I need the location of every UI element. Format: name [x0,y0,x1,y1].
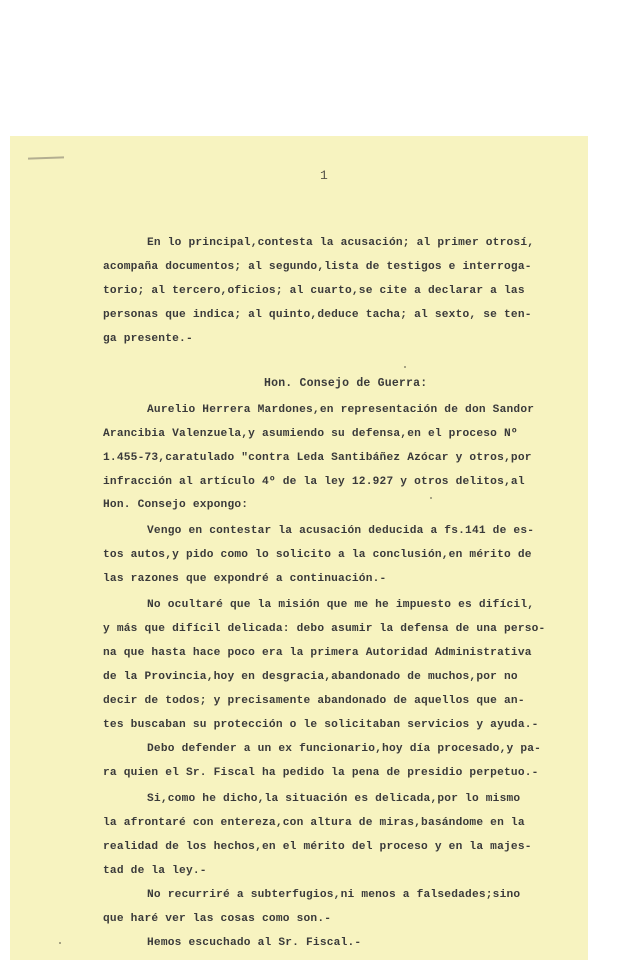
body-line: No ocultaré que la misión que me he impuesto es difícil, [147,599,535,611]
body-line: Hemos escuchado al Sr. Fiscal.- [147,937,362,949]
body-line: realidad de los hechos,en el mérito del proceso y en la majes- [103,841,532,853]
body-line: tos autos,y pido como lo solicito a la conclusión,en mérito de [103,549,532,561]
body-line: decir de todos; y precisamente abandonado de aquellos que an- [103,695,525,707]
body-line: na que hasta hace poco era la primera Autoridad Administrativa [103,647,532,659]
body-line: Debo defender a un ex funcionario,hoy día procesado,y pa- [147,743,542,755]
body-line: las razones que expondré a continuación.- [103,573,387,585]
body-line: que haré ver las cosas como son.- [103,913,332,925]
summary-line: personas que indica; al quinto,deduce tacha; al sexto, se ten- [103,309,532,321]
summary-line: En lo principal,contesta la acusación; al primer otrosí, [147,237,535,249]
paper-speck [404,366,406,368]
paper-speck [430,497,432,499]
summary-line: acompaña documentos; al segundo,lista de testigos e interroga- [103,261,532,273]
body-line: y más que difícil delicada: debo asumir la defensa de una perso- [103,623,546,635]
body-line: infracción al artículo 4º de la ley 12.927 y otros delitos,al [103,476,525,488]
body-line: 1.455-73,caratulado "contra Leda Santibáñez Azócar y otros,por [103,452,532,464]
body-line: No recurriré a subterfugios,ni menos a falsedades;sino [147,889,521,901]
summary-line: ga presente.- [103,333,193,345]
body-line: tes buscaban su protección o le solicitaban servicios y ayuda.- [103,719,539,731]
body-line: Aurelio Herrera Mardones,en representación de don Sandor [147,404,535,416]
body-line: Si,como he dicho,la situación es delicada,por lo mismo [147,793,521,805]
document-page [10,136,588,960]
page-number: 1 [320,168,328,183]
paper-speck [59,942,61,944]
body-line: Arancibia Valenzuela,y asumiendo su defensa,en el proceso Nº [103,428,518,440]
body-line: Vengo en contestar la acusación deducida a fs.141 de es- [147,525,535,537]
body-line: de la Provincia,hoy en desgracia,abandonado de muchos,por no [103,671,518,683]
body-line: Hon. Consejo expongo: [103,499,249,511]
body-line: tad de la ley.- [103,865,207,877]
addressee-heading: Hon. Consejo de Guerra: [264,377,428,390]
body-line: la afrontaré con entereza,con altura de miras,basándome en la [103,817,525,829]
body-line: ra quien el Sr. Fiscal ha pedido la pena de presidio perpetuo.- [103,767,539,779]
summary-line: torio; al tercero,oficios; al cuarto,se cite a declarar a las [103,285,525,297]
